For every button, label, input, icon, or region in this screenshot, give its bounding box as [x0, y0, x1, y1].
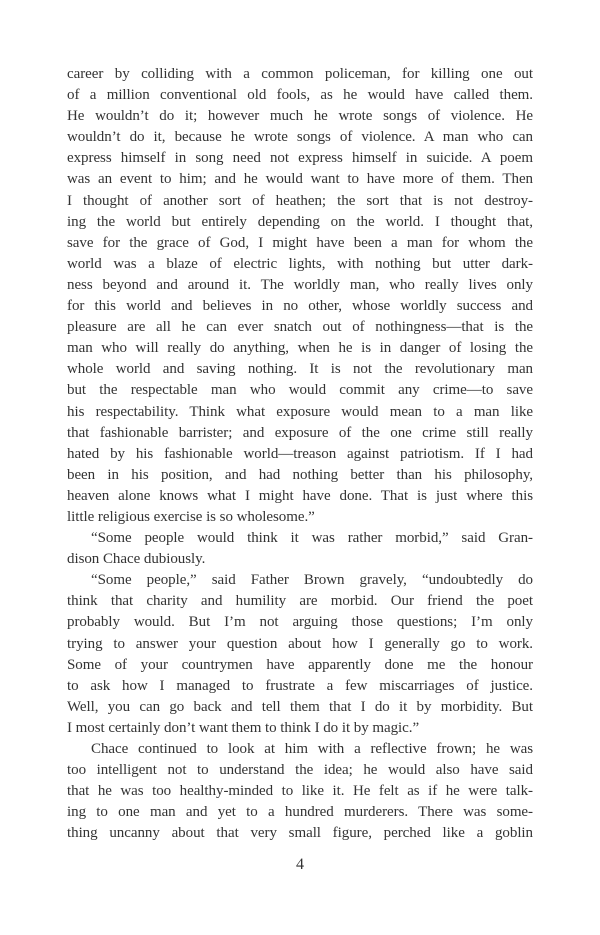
text-line: of a million conventional old fools, as he would have called them. — [67, 87, 533, 104]
text-line: save for the grace of God, I might have been a man for whom the — [67, 234, 533, 251]
text-line: Chace continued to look at him with a reflective frown; he was — [91, 741, 533, 757]
text-line: that fashionable barrister; and exposure of the one crime still really — [67, 424, 533, 441]
text-line: “Some people,” said Father Brown gravely, “undoubtedly do — [91, 572, 533, 589]
text-line: little religious exercise is so wholesome.” — [67, 508, 315, 525]
text-line: but the respectable man who would commit any crime—to save — [67, 382, 533, 399]
text-line: ing the world but entirely depending on the world. I thought that, — [67, 213, 533, 230]
text-line: man who will really do anything, when he is in danger of losing the — [67, 340, 533, 357]
text-line: to ask how I managed to frustrate a few miscarriages of justice. — [67, 677, 533, 694]
text-line: Some of your countrymen have apparently done me the honour — [67, 656, 533, 673]
text-line: express himself in song need not express himself in suicide. A poem — [67, 150, 533, 167]
text-line: heaven alone knows what I might have done. That is just where this — [67, 487, 533, 504]
text-line: whole world and saving nothing. It is not the revolutionary man — [67, 361, 533, 378]
text-line: I most certainly don’t want them to think I do it by magic.” — [67, 719, 420, 736]
text-line: world was a blaze of electric lights, with nothing but utter dark- — [67, 255, 533, 272]
text-line: He wouldn’t do it; however much he wrote songs of violence. He — [67, 108, 533, 125]
text-line: ness beyond and around it. The worldly man, who really lives only — [67, 276, 533, 293]
text-line: ing to one man and yet to a hundred murderers. There was some- — [67, 804, 533, 821]
text-line: career by colliding with a common policeman, for killing one out — [67, 66, 533, 82]
page-number: 4 — [296, 856, 304, 874]
text-line: that he was too healthy-minded to like it. He felt as if he were talk- — [67, 783, 533, 800]
text-line: probably would. But I’m not arguing those questions; I’m only — [67, 614, 533, 631]
text-line: pleasure are all he can ever snatch out of nothingness—that is the — [67, 319, 533, 336]
text-line: I thought of another sort of heathen; the sort that is not destroy- — [67, 192, 533, 209]
text-line: his respectability. Think what exposure would mean to a man like — [67, 403, 533, 420]
text-line: was an event to him; and he would want to have more of them. Then — [67, 171, 533, 188]
text-line: for this world and believes in no other, whose worldly success and — [67, 298, 533, 315]
text-line: “Some people would think it was rather morbid,” said Gran- — [91, 530, 533, 547]
text-line: hated by his fashionable world—treason against patriotism. If I had — [67, 445, 533, 462]
text-block — [67, 64, 533, 844]
text-line: Well, you can go back and tell them that I do it by morbidity. But — [67, 698, 533, 715]
text-line: trying to answer your question about how I generally go to work. — [67, 635, 533, 652]
text-line: think that charity and humility are morbid. Our friend the poet — [67, 593, 533, 610]
text-line: been in his position, and had nothing better than his philosophy, — [67, 466, 533, 483]
text-line: wouldn’t do it, because he wrote songs of violence. A man who can — [67, 129, 533, 146]
text-line: thing uncanny about that very small figure, perched like a goblin — [67, 825, 533, 842]
text-line: too intelligent not to understand the idea; he would also have said — [67, 762, 533, 779]
text-line: dison Chace dubiously. — [67, 551, 206, 568]
